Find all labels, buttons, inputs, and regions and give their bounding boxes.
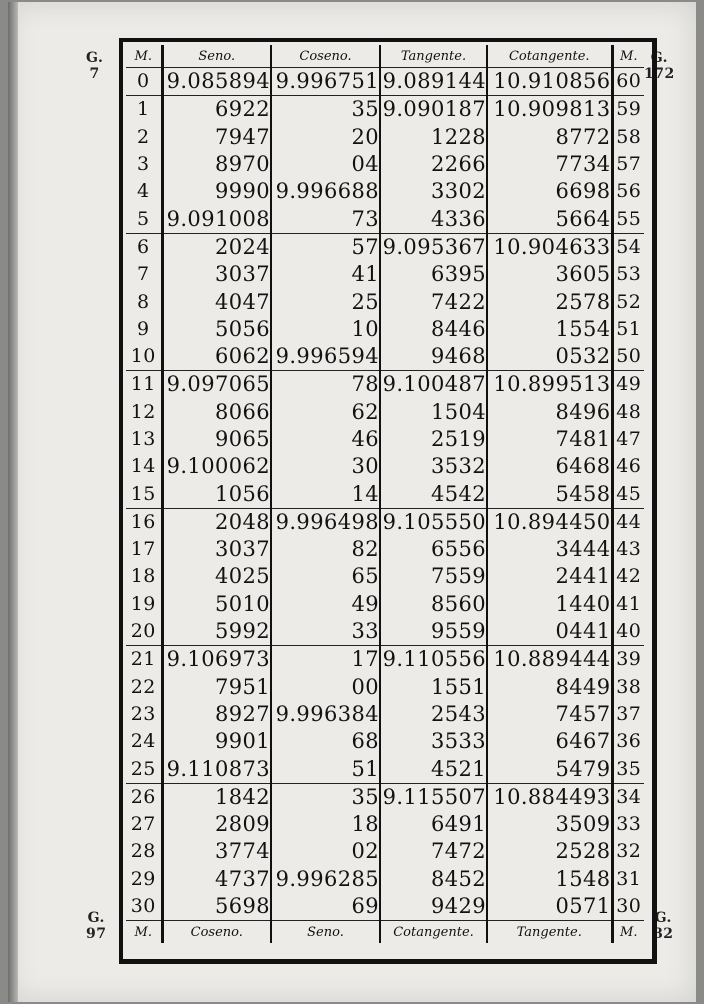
cell-cotangente: 2441 <box>487 563 612 590</box>
cell-seno: 8970 <box>162 151 271 178</box>
cell-coseno: 9.996688 <box>271 178 380 205</box>
cell-cotangente: 5479 <box>487 755 612 783</box>
cell-minutes-right: 55 <box>612 205 644 233</box>
cell-seno: 5698 <box>162 893 271 921</box>
table-row <box>126 316 644 343</box>
cell-coseno: 00 <box>271 674 380 701</box>
cell-tangente: 9.090187 <box>380 96 487 124</box>
trig-log-table <box>126 45 644 943</box>
cell-coseno: 69 <box>271 893 380 921</box>
cell-cotangente: 2578 <box>487 288 612 315</box>
footer-cotangente: Cotangente. <box>380 921 487 944</box>
corner-degree-label: G. <box>86 50 104 66</box>
cell-coseno: 9.996594 <box>271 343 380 371</box>
cell-minutes: 15 <box>130 482 156 505</box>
header-seno: Seno. <box>162 45 271 68</box>
cell-coseno: 33 <box>271 618 380 646</box>
cell-tangente: 9.100487 <box>380 371 487 399</box>
cell-coseno: 04 <box>271 151 380 178</box>
cell-seno: 9.091008 <box>162 205 271 233</box>
cell-seno: 1056 <box>162 480 271 508</box>
cell-seno: 3037 <box>162 536 271 563</box>
footer-minutes-right: M. <box>612 921 644 944</box>
cell-minutes: 28 <box>130 840 156 863</box>
cell-minutes-right: 56 <box>612 178 644 205</box>
cell-tangente: 7472 <box>380 838 487 865</box>
cell-seno: 9.110873 <box>162 755 271 783</box>
cell-minutes-right: 30 <box>612 893 644 921</box>
cell-seno: 5010 <box>162 591 271 618</box>
footer-minutes: M. <box>126 921 162 944</box>
cell-seno: 1842 <box>162 783 271 811</box>
cell-seno: 6922 <box>162 96 271 124</box>
cell-cotangente: 7734 <box>487 151 612 178</box>
table-row <box>126 783 644 811</box>
cell-minutes: 17 <box>130 538 156 561</box>
cell-tangente: 9.105550 <box>380 508 487 536</box>
corner-degree-value: 7 <box>89 66 100 82</box>
cell-minutes-right: 43 <box>612 536 644 563</box>
cell-seno: 7951 <box>162 674 271 701</box>
table-row <box>126 151 644 178</box>
cell-minutes-right: 48 <box>612 399 644 426</box>
cell-seno: 9.085894 <box>162 68 271 96</box>
cell-tangente: 9.089144 <box>380 68 487 96</box>
table-row <box>126 96 644 124</box>
cell-minutes: 19 <box>130 592 156 615</box>
table-row <box>126 480 644 508</box>
cell-tangente: 7422 <box>380 288 487 315</box>
header-cotangente: Cotangente. <box>487 45 612 68</box>
corner-degree-value: 172 <box>644 66 675 82</box>
table-row <box>126 755 644 783</box>
cell-cotangente: 8772 <box>487 124 612 151</box>
cell-minutes-right: 57 <box>612 151 644 178</box>
cell-minutes-right: 39 <box>612 646 644 674</box>
cell-minutes-right: 31 <box>612 866 644 893</box>
footer-coseno: Coseno. <box>162 921 271 944</box>
cell-seno: 3037 <box>162 261 271 288</box>
cell-tangente: 2519 <box>380 426 487 453</box>
cell-cotangente: 10.884493 <box>487 783 612 811</box>
corner-degree-label: G. <box>650 50 669 66</box>
cell-minutes: 20 <box>130 620 156 643</box>
cell-cotangente: 10.910856 <box>487 68 612 96</box>
table-row <box>126 288 644 315</box>
cell-coseno: 35 <box>271 783 380 811</box>
cell-seno: 9.100062 <box>162 453 271 480</box>
cell-coseno: 9.996498 <box>271 508 380 536</box>
cell-seno: 2024 <box>162 233 271 261</box>
cell-minutes-right: 34 <box>612 783 644 811</box>
table-row <box>126 233 644 261</box>
cell-coseno: 68 <box>271 728 380 755</box>
cell-cotangente: 8449 <box>487 674 612 701</box>
cell-tangente: 4336 <box>380 205 487 233</box>
corner-degree-value: 82 <box>653 926 674 942</box>
cell-seno: 6062 <box>162 343 271 371</box>
cell-seno: 9990 <box>162 178 271 205</box>
cell-seno: 4025 <box>162 563 271 590</box>
cell-minutes: 1 <box>126 96 162 124</box>
cell-tangente: 9.095367 <box>380 233 487 261</box>
cell-minutes: 3 <box>137 153 150 176</box>
cell-coseno: 02 <box>271 838 380 865</box>
table-row <box>126 205 644 233</box>
cell-tangente: 3532 <box>380 453 487 480</box>
cell-minutes: 27 <box>130 813 156 836</box>
cell-coseno: 25 <box>271 288 380 315</box>
cell-tangente: 4542 <box>380 480 487 508</box>
corner-bottom-left <box>86 910 106 942</box>
cell-cotangente: 5664 <box>487 205 612 233</box>
table-row <box>126 811 644 838</box>
cell-cotangente: 0571 <box>487 893 612 921</box>
cell-minutes: 24 <box>130 730 156 753</box>
cell-minutes-right: 44 <box>612 508 644 536</box>
cell-seno: 5992 <box>162 618 271 646</box>
cell-tangente: 1228 <box>380 124 487 151</box>
cell-minutes: 2 <box>137 125 150 148</box>
cell-minutes: 8 <box>137 290 150 313</box>
cell-minutes: 26 <box>126 783 162 811</box>
cell-cotangente: 1440 <box>487 591 612 618</box>
cell-cotangente: 5458 <box>487 480 612 508</box>
cell-minutes: 6 <box>126 233 162 261</box>
cell-minutes-right: 32 <box>612 838 644 865</box>
cell-seno: 4737 <box>162 866 271 893</box>
cell-tangente: 9429 <box>380 893 487 921</box>
cell-minutes-right: 49 <box>612 371 644 399</box>
cell-minutes-right: 53 <box>612 261 644 288</box>
cell-cotangente: 8496 <box>487 399 612 426</box>
cell-tangente: 6491 <box>380 811 487 838</box>
cell-seno: 4047 <box>162 288 271 315</box>
cell-minutes: 16 <box>126 508 162 536</box>
table-row <box>126 591 644 618</box>
cell-tangente: 9.115507 <box>380 783 487 811</box>
cell-coseno: 9.996751 <box>271 68 380 96</box>
table-row <box>126 453 644 480</box>
cell-minutes-right: 45 <box>612 480 644 508</box>
table-row <box>126 426 644 453</box>
book-spine <box>8 2 18 1002</box>
cell-tangente: 9559 <box>380 618 487 646</box>
corner-degree-label: G. <box>87 910 105 926</box>
cell-minutes-right: 41 <box>612 591 644 618</box>
header-coseno: Coseno. <box>271 45 380 68</box>
cell-minutes: 13 <box>130 428 156 450</box>
cell-tangente: 6556 <box>380 536 487 563</box>
cell-tangente: 1551 <box>380 674 487 701</box>
cell-minutes: 9 <box>137 317 150 340</box>
corner-degree-label: G. <box>654 910 672 926</box>
footer-seno: Seno. <box>271 921 380 944</box>
table-row <box>126 178 644 205</box>
cell-coseno: 35 <box>271 96 380 124</box>
cell-minutes-right: 58 <box>612 124 644 151</box>
cell-seno: 2809 <box>162 811 271 838</box>
cell-minutes: 12 <box>130 400 156 423</box>
cell-minutes: 22 <box>130 675 156 698</box>
cell-minutes: 18 <box>130 565 156 588</box>
cell-tangente: 8452 <box>380 866 487 893</box>
table-row <box>126 838 644 865</box>
table-row <box>126 371 644 399</box>
cell-minutes-right: 35 <box>612 755 644 783</box>
cell-minutes-right: 42 <box>612 563 644 590</box>
table-row <box>126 563 644 590</box>
table-row <box>126 893 644 921</box>
cell-cotangente: 0532 <box>487 343 612 371</box>
cell-minutes-right: 47 <box>612 426 644 453</box>
table-row <box>126 674 644 701</box>
cell-coseno: 65 <box>271 563 380 590</box>
cell-cotangente: 10.889444 <box>487 646 612 674</box>
cell-cotangente: 10.904633 <box>487 233 612 261</box>
cell-cotangente: 7481 <box>487 426 612 453</box>
table-body <box>126 68 644 921</box>
cell-coseno: 78 <box>271 371 380 399</box>
cell-tangente: 4521 <box>380 755 487 783</box>
table-row <box>126 508 644 536</box>
cell-minutes-right: 37 <box>612 701 644 728</box>
cell-coseno: 9.996384 <box>271 701 380 728</box>
cell-minutes-right: 33 <box>612 811 644 838</box>
cell-minutes-right: 52 <box>612 288 644 315</box>
cell-minutes-right: 40 <box>612 618 644 646</box>
cell-minutes: 29 <box>130 867 156 890</box>
corner-degree-value: 97 <box>86 926 107 942</box>
cell-tangente: 1504 <box>380 399 487 426</box>
cell-seno: 9065 <box>162 426 271 453</box>
cell-cotangente: 0441 <box>487 618 612 646</box>
cell-cotangente: 3444 <box>487 536 612 563</box>
cell-coseno: 62 <box>271 399 380 426</box>
cell-minutes: 21 <box>126 646 162 674</box>
cell-coseno: 57 <box>271 233 380 261</box>
cell-minutes: 25 <box>130 757 156 780</box>
cell-seno: 9.097065 <box>162 371 271 399</box>
cell-coseno: 20 <box>271 124 380 151</box>
cell-minutes-right: 59 <box>612 96 644 124</box>
table-row <box>126 124 644 151</box>
cell-tangente: 2266 <box>380 151 487 178</box>
header-tangente: Tangente. <box>380 45 487 68</box>
cell-tangente: 2543 <box>380 701 487 728</box>
cell-seno: 9.106973 <box>162 646 271 674</box>
corner-top-left <box>86 50 103 82</box>
cell-tangente: 7559 <box>380 563 487 590</box>
cell-seno: 7947 <box>162 124 271 151</box>
cell-cotangente: 1548 <box>487 866 612 893</box>
cell-tangente: 9468 <box>380 343 487 371</box>
cell-tangente: 3533 <box>380 728 487 755</box>
cell-cotangente: 7457 <box>487 701 612 728</box>
table-row <box>126 646 644 674</box>
cell-minutes: 23 <box>130 702 156 725</box>
cell-cotangente: 3509 <box>487 811 612 838</box>
cell-minutes-right: 38 <box>612 674 644 701</box>
cell-seno: 8066 <box>162 399 271 426</box>
table-row <box>126 68 644 96</box>
cell-minutes: 14 <box>130 455 156 478</box>
cell-cotangente: 1554 <box>487 316 612 343</box>
cell-minutes: 4 <box>137 180 150 203</box>
cell-minutes-right: 51 <box>612 316 644 343</box>
cell-tangente: 9.110556 <box>380 646 487 674</box>
cell-cotangente: 10.909813 <box>487 96 612 124</box>
book-page <box>8 2 696 1002</box>
cell-minutes-right: 54 <box>612 233 644 261</box>
cell-coseno: 73 <box>271 205 380 233</box>
cell-seno: 5056 <box>162 316 271 343</box>
table-row <box>126 261 644 288</box>
cell-minutes-right: 46 <box>612 453 644 480</box>
header-minutes-right: M. <box>612 45 644 68</box>
cell-seno: 2048 <box>162 508 271 536</box>
cell-tangente: 3302 <box>380 178 487 205</box>
cell-minutes-right: 50 <box>612 343 644 371</box>
cell-minutes: 11 <box>126 371 162 399</box>
cell-cotangente: 10.894450 <box>487 508 612 536</box>
cell-coseno: 9.996285 <box>271 866 380 893</box>
cell-coseno: 49 <box>271 591 380 618</box>
cell-minutes: 10 <box>130 345 156 368</box>
cell-seno: 8927 <box>162 701 271 728</box>
cell-minutes: 0 <box>137 70 150 93</box>
cell-coseno: 30 <box>271 453 380 480</box>
cell-cotangente: 2528 <box>487 838 612 865</box>
cell-tangente: 6395 <box>380 261 487 288</box>
cell-tangente: 8560 <box>380 591 487 618</box>
cell-coseno: 18 <box>271 811 380 838</box>
cell-coseno: 17 <box>271 646 380 674</box>
table-row <box>126 728 644 755</box>
header-minutes: M. <box>126 45 162 68</box>
cell-minutes: 5 <box>137 207 150 230</box>
cell-cotangente: 3605 <box>487 261 612 288</box>
table-footer-row <box>126 921 644 944</box>
cell-coseno: 10 <box>271 316 380 343</box>
cell-seno: 3774 <box>162 838 271 865</box>
cell-coseno: 82 <box>271 536 380 563</box>
cell-cotangente: 6467 <box>487 728 612 755</box>
cell-cotangente: 6698 <box>487 178 612 205</box>
cell-coseno: 51 <box>271 755 380 783</box>
cell-coseno: 41 <box>271 261 380 288</box>
cell-minutes: 7 <box>137 263 150 286</box>
table-row <box>126 536 644 563</box>
cell-cotangente: 10.899513 <box>487 371 612 399</box>
table-row <box>126 701 644 728</box>
footer-tangente: Tangente. <box>487 921 612 944</box>
cell-tangente: 8446 <box>380 316 487 343</box>
cell-minutes-right: 36 <box>612 728 644 755</box>
cell-minutes: 30 <box>130 895 156 918</box>
cell-coseno: 46 <box>271 426 380 453</box>
cell-coseno: 14 <box>271 480 380 508</box>
table-row <box>126 343 644 371</box>
table-row <box>126 618 644 646</box>
table-row <box>126 866 644 893</box>
cell-cotangente: 6468 <box>487 453 612 480</box>
table-row <box>126 399 644 426</box>
cell-seno: 9901 <box>162 728 271 755</box>
cell-minutes-right: 60 <box>612 68 644 96</box>
table-header-row <box>126 45 644 68</box>
